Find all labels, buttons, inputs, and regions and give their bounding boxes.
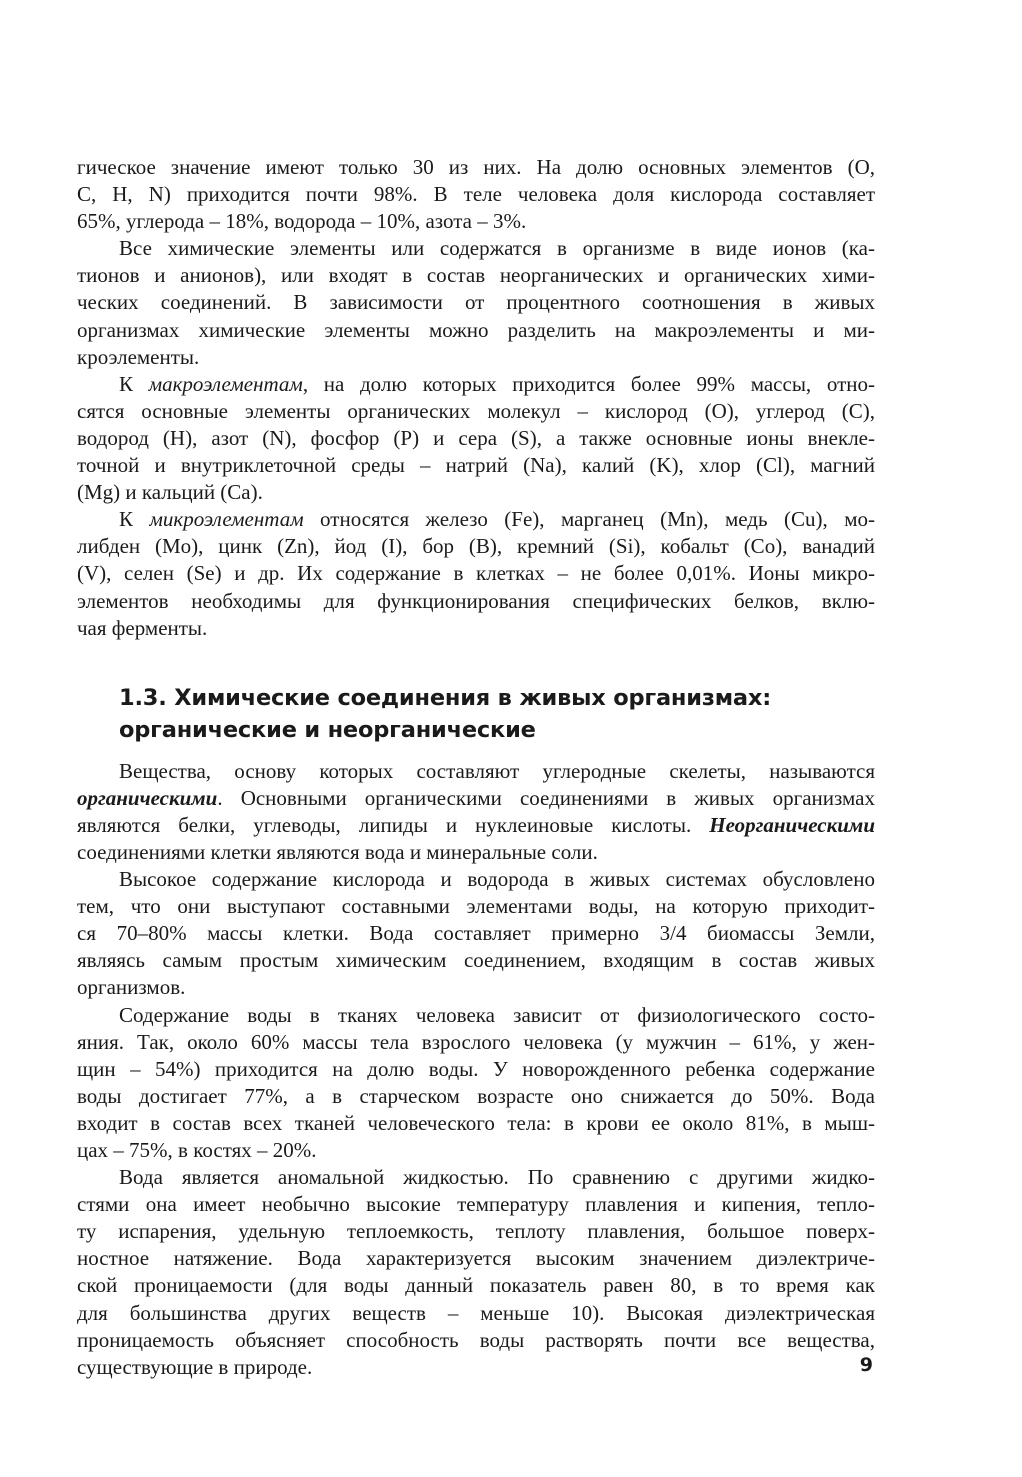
text-line: К макроэлементам, на долю которых приходится более 99% массы, отно- [119, 371, 875, 396]
heading-line: органические и неорганические [119, 716, 536, 743]
text-line: существующие в природе. [77, 1354, 313, 1379]
text-line: C, H, N) приходится почти 98%. В теле человека доля кислорода составляет [77, 182, 875, 207]
text-line: ческих соединений. В зависимости от процентного соотношения в живых [77, 290, 875, 315]
text-line: точной и внутриклеточной среды – натрий (Na), калий (K), хлор (Cl), магний [77, 453, 875, 478]
text-line: организмах химические элементы можно разделить на макроэлементы и ми- [77, 317, 875, 342]
paragraph [77, 1164, 875, 1381]
paragraph [77, 758, 875, 866]
text-line: тем, что они выступают составными элементами воды, на которую приходит- [77, 894, 875, 919]
text-line: для большинства других веществ – меньше 10). Высокая диэлектрическая [77, 1300, 875, 1325]
text-line: щин – 54%) приходится на долю воды. У новорожденного ребенка содержание [77, 1056, 875, 1081]
text-line: организмов. [77, 975, 186, 1000]
text-line: яния. Так, около 60% массы тела взрослого человека (у мужчин – 61%, у жен- [77, 1029, 875, 1054]
paragraph [77, 154, 875, 235]
text-line: Высокое содержание кислорода и водорода в живых системах обусловлено [119, 867, 875, 892]
text-line: являются белки, углеводы, липиды и нуклеиновые кислоты. Неорганическими [77, 812, 875, 837]
text-line: ся 70–80% массы клетки. Вода составляет примерно 3/4 биомассы Земли, [77, 921, 875, 946]
emphasis-term: макроэлементам [148, 371, 303, 396]
text-line: Все химические элементы или содержатся в организме в виде ионов (ка- [119, 236, 875, 261]
text-line: ской проницаемости (для воды данный показатель равен 80, в то время как [77, 1273, 875, 1298]
text-line: либден (Mo), цинк (Zn), йод (I), бор (B), кремний (Si), кобальт (Co), ванадий [77, 534, 875, 559]
text-line: проницаемость объясняет способность воды растворять почти все вещества, [77, 1327, 875, 1352]
text-line: гическое значение имеют только 30 из них. На долю основных элементов (O, [77, 155, 875, 179]
text-line: воды достигает 77%, а в старческом возрасте оно снижается до 50%. Вода [77, 1083, 875, 1108]
text-line: Вещества, основу которых составляют углеродные скелеты, называются [119, 758, 875, 783]
text-line: элементов необходимы для функционирования специфических белков, вклю- [77, 588, 875, 613]
text-line: Содержание воды в тканях человека зависит от физиологического состо- [119, 1002, 875, 1027]
text-line: стями она имеет необычно высокие температуру плавления и кипения, тепло- [77, 1192, 875, 1217]
emphasis-term: органическими [77, 785, 218, 810]
text-line: цах – 75%, в костях – 20%. [77, 1138, 317, 1162]
text-line: (V), селен (Se) и др. Их содержание в клетках – не более 0,01%. Ионы микро- [77, 561, 875, 586]
text-line: органическими. Основными органическими соединениями в живых организмах [77, 785, 875, 810]
paragraph [77, 371, 875, 506]
emphasis-term: микроэлементам [149, 507, 304, 532]
text-line: К микроэлементам относятся железо (Fe), марганец (Mn), медь (Cu), мо- [119, 507, 875, 532]
text-line: (Mg) и кальций (Ca). [77, 480, 263, 505]
emphasis-term: Неорганическими [709, 812, 875, 837]
paragraph [77, 506, 875, 641]
text-line: соединениями клетки являются вода и минеральные соли. [77, 839, 598, 864]
paragraph [77, 866, 875, 1001]
text-line: чая ферменты. [77, 615, 208, 640]
paragraph [77, 1002, 875, 1165]
text-line: Вода является аномальной жидкостью. По сравнению с другими жидко- [119, 1165, 875, 1190]
text-line: кроэлементы. [77, 344, 200, 369]
section-heading [77, 682, 875, 746]
heading-line: 1.3. Химические соединения в живых организмах: [119, 684, 772, 711]
page-body [77, 154, 875, 1381]
text-line: ностное натяжение. Вода характеризуется высоким значением диэлектриче- [77, 1246, 875, 1271]
text-line: ту испарения, удельную теплоемкость, теплоту плавления, большое поверх- [77, 1219, 875, 1244]
text-line: водород (H), азот (N), фосфор (P) и сера (S), а также основные ионы внекле- [77, 425, 875, 450]
text-line: входит в состав всех тканей человеческого тела: в крови ее около 81%, в мыш- [77, 1110, 875, 1135]
text-line: сятся основные элементы органических молекул – кислород (O), углерод (C), [77, 398, 875, 423]
paragraph [77, 235, 875, 370]
text-line: тионов и анионов), или входят в состав неорганических и органических хими- [77, 263, 875, 288]
page-number: 9 [859, 1354, 873, 1376]
text-line: являясь самым простым химическим соединением, входящим в состав живых [77, 948, 875, 973]
text-line: 65%, углерода – 18%, водорода – 10%, азота – 3%. [77, 209, 527, 234]
